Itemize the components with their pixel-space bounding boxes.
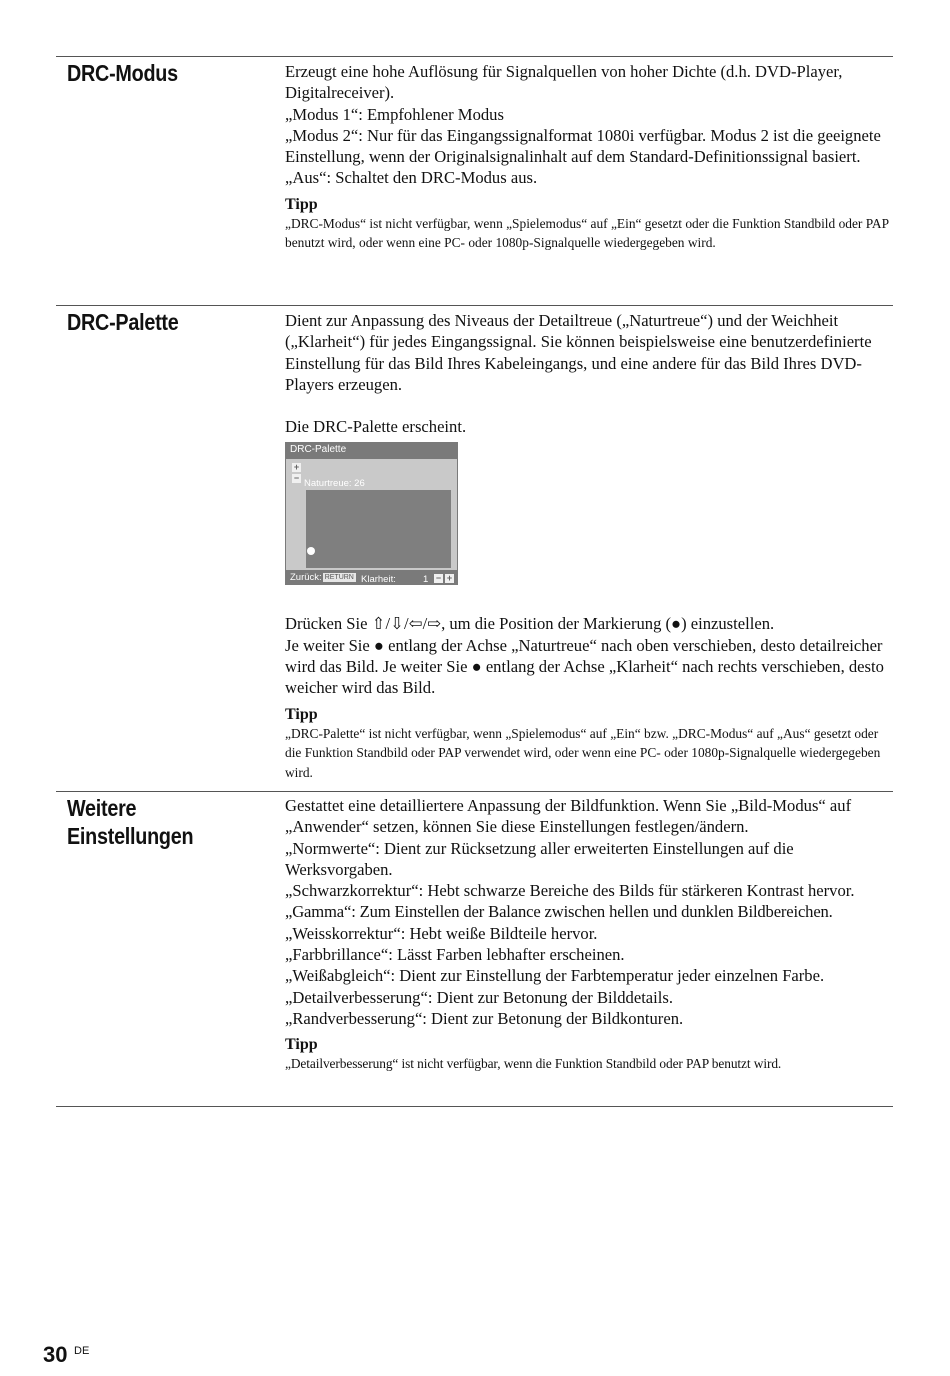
paragraph: „Modus 2“: Nur für das Eingangssignalformat 1080i verfügbar. Modus 2 ist die geeignete Einstellung, wenn der Originalsignalinhalt auf dem Standard-Definitionssignal basiert. — [285, 125, 881, 167]
section-divider — [56, 1106, 893, 1107]
paragraph: „Detailverbesserung“: Dient zur Betonung der Bilddetails. — [285, 987, 673, 1007]
tip-label: Tipp — [285, 1036, 318, 1054]
paragraph: „Schwarzkorrektur“: Hebt schwarze Bereiche des Bilds für stärkeren Kontrast hervor. — [285, 881, 855, 901]
return-button[interactable]: RETURN — [324, 574, 354, 582]
paragraph: „Randverbesserung“: Dient zur Betonung der Bildkonturen. — [285, 1008, 684, 1028]
heading-line: Einstellungen — [67, 823, 194, 849]
naturtreue-label: Naturtreue: 26 — [304, 478, 365, 490]
section-weitere-body — [285, 795, 895, 1074]
heading-weitere-einstellungen — [67, 794, 243, 850]
klarheit-label: Klarheit: — [361, 574, 396, 586]
back-hint — [290, 572, 356, 583]
plus-icon[interactable]: + — [446, 573, 453, 584]
tip-text: „DRC-Palette“ ist nicht verfügbar, wenn „Spielemodus“ auf „Ein“ bzw. „DRC-Modus“ auf „Aus“ gesetzt oder die Funktion Standbild oder PAP verwendet wird, oder wenn eine PC- oder 1080p-Signalquelle wiedergegeben wird. — [285, 725, 881, 780]
language-code: DE — [74, 1345, 90, 1357]
tip-label: Tipp — [285, 705, 318, 723]
paragraph: „Farbbrillance“: Lässt Farben lebhafter erscheinen. — [285, 945, 625, 965]
paragraph: „Weißabgleich“: Dient zur Einstellung der Farbtemperatur jeder einzelnen Farbe. — [285, 966, 825, 986]
minus-icon[interactable]: − — [293, 473, 300, 484]
section-divider — [56, 305, 893, 306]
drc-palette-screen — [285, 442, 458, 585]
tip-text: „Detailverbesserung“ ist nicht verfügbar, wenn die Funktion Standbild oder PAP benutzt wird. — [285, 1056, 782, 1072]
klarheit-value: 1 — [423, 574, 429, 586]
section-divider — [56, 791, 893, 792]
paragraph: „Normwerte“: Dient zur Rücksetzung aller erweiterten Einstellungen auf die Werksvorgaben. — [285, 838, 794, 879]
paragraph: Gestattet eine detailliertere Anpassung der Bildfunktion. Wenn Sie „Bild-Modus“ auf „Anwender“ setzen, können Sie diese Einstellungen festlegen/ändern. — [285, 796, 852, 837]
section-divider — [56, 56, 893, 57]
section-drc-modus-body — [285, 61, 895, 253]
paragraph: Drücken Sie ⇧/⇩/⇦/⇨, um die Position der Markierung (●) einzustellen. — [285, 614, 775, 634]
paragraph: Dient zur Anpassung des Niveaus der Detailtreue („Naturtreue“) und der Weichheit („Klarheit“) für jedes Eingangssignal. Sie können beispielsweise eine benutzerdefinierte Einstellung für das Bild Ihres Kabeleingangs, und eine andere für das Bild Ihres DVD-Players erzeugen. — [285, 311, 872, 394]
paragraph: Erzeugt eine hohe Auflösung für Signalquellen von hoher Dichte (d.h. DVD-Player, Digitalreceiver). — [285, 62, 843, 103]
paragraph: „Weisskorrektur“: Hebt weiße Bildteile hervor. — [285, 923, 598, 943]
paragraph: „Modus 1“: Empfohlener Modus — [285, 104, 504, 124]
heading-drc-modus: DRC-Modus — [67, 60, 178, 86]
paragraph: „Aus“: Schaltet den DRC-Modus aus. — [285, 168, 538, 188]
page-number: 30 — [43, 1342, 68, 1367]
paragraph: Je weiter Sie ● entlang der Achse „Naturtreue“ nach oben verschieben, desto detailreicher wird das Bild. Je weiter Sie ● entlang der Achse „Klarheit“ nach rechts verschieben, desto weicher wird das Bild. — [285, 635, 884, 698]
heading-drc-palette: DRC-Palette — [67, 309, 179, 335]
paragraph: Die DRC-Palette erscheint. — [285, 417, 467, 437]
section-drc-palette-body — [285, 310, 895, 782]
heading-line: Weitere — [67, 795, 137, 821]
tip-text: „DRC-Modus“ ist nicht verfügbar, wenn „Spielemodus“ auf „Ein“ gesetzt oder die Funktion Standbild oder PAP benutzt wird, oder wenn eine PC- oder 1080p-Signalquelle wiedergegeben wird. — [285, 215, 889, 251]
palette-graph — [306, 490, 451, 568]
paragraph: „Gamma“: Zum Einstellen der Balance zwischen hellen und dunklen Bildbereichen. — [285, 902, 833, 922]
tip-label: Tipp — [285, 195, 318, 213]
palette-title: DRC-Palette — [290, 444, 347, 456]
minus-icon[interactable]: − — [435, 573, 442, 584]
back-label: Zurück: — [290, 572, 322, 584]
plus-icon[interactable]: + — [293, 462, 300, 473]
